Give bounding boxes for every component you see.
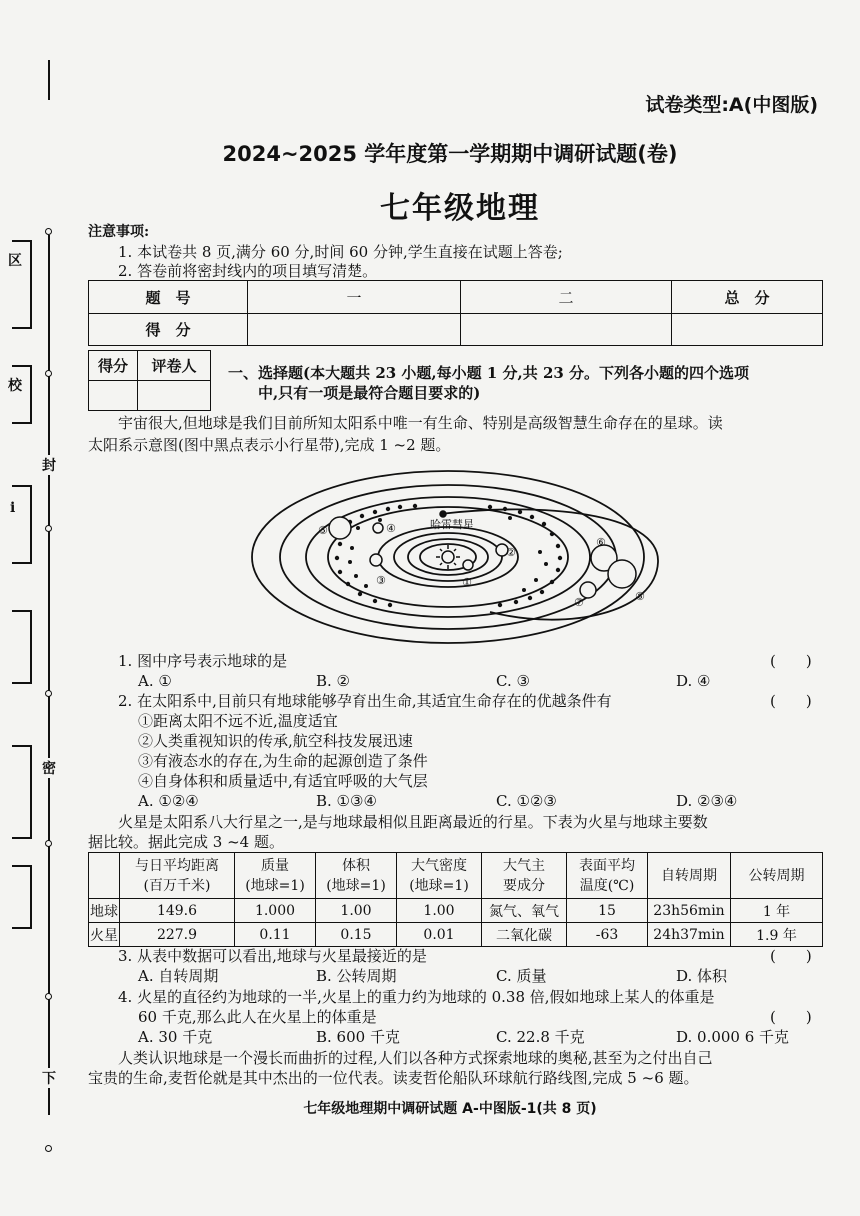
intro-text: 宝贵的生命,麦哲伦就是其中杰出的一位代表。读麦哲伦船队环球航行路线图,完成 5 ~6 题。	[88, 1069, 699, 1087]
grader-box	[88, 350, 211, 411]
score-cell[interactable]	[248, 314, 461, 346]
option[interactable]: C. 质量	[496, 967, 547, 985]
page-footer: 七年级地理期中调研试题 A-中图版-1(共 8 页)	[303, 1101, 597, 1117]
main-title: 2024~2025 学年度第一学期期中调研试题(卷)	[222, 142, 678, 166]
planet-label: ④	[386, 522, 396, 535]
paper-type: 试卷类型:A(中图版)	[645, 94, 818, 116]
seal-label: 区	[8, 253, 22, 269]
section-heading: 一、选择题(本大题共 23 小题,每小题 1 分,共 23 分。下列各小题的四个选项	[228, 364, 750, 382]
option[interactable]: A. ①②④	[138, 792, 199, 810]
table-header: 表面平均 温度(℃)	[567, 853, 648, 899]
seal-field-box	[12, 865, 32, 929]
intro-text: 火星是太阳系八大行星之一,是与地球最相似且距离最近的行星。下表为火星与地球主要数	[118, 813, 708, 831]
grader-score-cell[interactable]	[89, 381, 138, 411]
table-cell: 23h56min	[648, 899, 731, 923]
seal-label: 下	[42, 1068, 56, 1088]
seal-label: i	[10, 500, 16, 516]
grader-label: 评卷人	[138, 351, 211, 381]
solar-system-diagram	[240, 462, 670, 652]
section-heading: 中,只有一项是最符合题目要求的)	[258, 384, 481, 402]
option[interactable]: A. 自转周期	[138, 967, 219, 985]
score-table-header: 题 号	[89, 281, 248, 314]
table-header: 与日平均距离 (百万千米)	[120, 853, 235, 899]
question-stem: 3. 从表中数据可以看出,地球与火星最接近的是	[118, 947, 427, 965]
binding-hole	[45, 690, 52, 697]
planet	[608, 560, 636, 588]
option[interactable]: C. ①②③	[496, 792, 557, 810]
table-cell: -63	[567, 923, 648, 947]
planet-label: ②	[506, 546, 516, 559]
question-stem: 4. 火星的直径约为地球的一半,火星上的重力约为地球的 0.38 倍,假如地球上某人的体重是	[118, 988, 715, 1006]
table-cell: 1.000	[235, 899, 316, 923]
question-stem: 2. 在太阳系中,目前只有地球能够孕育出生命,其适宜生命存在的优越条件有	[118, 692, 612, 710]
table-corner	[89, 853, 120, 899]
binding-hole	[45, 1145, 52, 1152]
table-cell: 氮气、氧气	[482, 899, 567, 923]
comet-label: 哈雷彗星	[430, 518, 474, 531]
table-cell: 0.11	[235, 923, 316, 947]
subject-title: 七年级地理	[380, 191, 540, 226]
question-stem: 1. 图中序号表示地球的是	[118, 652, 288, 670]
seal-field-box	[12, 610, 32, 684]
planet-label: ⑧	[635, 590, 645, 603]
binding-hole	[45, 993, 52, 1000]
score-row-label: 得 分	[89, 314, 248, 346]
option[interactable]: D. ②③④	[676, 792, 738, 810]
planet-label: ⑥	[596, 536, 606, 549]
option[interactable]: B. 600 千克	[316, 1028, 400, 1046]
seal-field-box	[12, 745, 32, 839]
option[interactable]: A. 30 千克	[138, 1028, 213, 1046]
answer-bracket[interactable]: ( )	[770, 652, 812, 670]
table-header: 体积 (地球=1)	[316, 853, 397, 899]
comet	[440, 511, 446, 517]
planet-label: ①	[462, 576, 472, 589]
planet	[370, 554, 382, 566]
table-header: 自转周期	[648, 853, 731, 899]
table-cell: 24h37min	[648, 923, 731, 947]
table-row	[89, 923, 823, 947]
row-name: 地球	[89, 899, 120, 923]
intro-text: 据比较。据此完成 3 ~4 题。	[88, 833, 284, 851]
table-header: 公转周期	[731, 853, 823, 899]
table-cell: 1 年	[731, 899, 823, 923]
table-header: 大气主 要成分	[482, 853, 567, 899]
planet	[373, 523, 383, 533]
notice-heading: 注意事项:	[88, 224, 150, 240]
statement: ③有液态水的存在,为生命的起源创造了条件	[138, 752, 428, 770]
sun-icon	[436, 545, 460, 569]
mars-earth-table	[88, 852, 823, 947]
grader-score-label: 得分	[89, 351, 138, 381]
statement: ④自身体积和质量适中,有适宜呼吸的大气层	[138, 772, 428, 790]
binding-hole	[45, 228, 52, 235]
answer-bracket[interactable]: ( )	[770, 947, 812, 965]
table-header: 质量 (地球=1)	[235, 853, 316, 899]
table-cell: 15	[567, 899, 648, 923]
planet	[329, 517, 351, 539]
binding-hole	[45, 370, 52, 377]
table-header: 大气密度 (地球=1)	[397, 853, 482, 899]
notice-item: 1. 本试卷共 8 页,满分 60 分,时间 60 分钟,学生直接在试题上答卷;	[118, 243, 563, 261]
margin-line	[48, 60, 50, 100]
intro-text: 宇宙很大,但地球是我们目前所知太阳系中唯一有生命、特别是高级智慧生命存在的星球。读	[118, 414, 723, 432]
question-stem: 60 千克,那么此人在火星上的体重是	[138, 1008, 377, 1026]
statement: ②人类重视知识的传承,航空科技发展迅速	[138, 732, 413, 750]
table-row	[89, 899, 823, 923]
table-cell: 1.00	[316, 899, 397, 923]
seal-field-box	[12, 485, 32, 564]
score-table-header: 总 分	[672, 281, 823, 314]
notice-item: 2. 答卷前将密封线内的项目填写清楚。	[118, 262, 378, 280]
binding-line	[48, 235, 50, 1115]
answer-bracket[interactable]: ( )	[770, 1008, 812, 1026]
score-table-header: 二	[461, 281, 672, 314]
intro-text: 太阳系示意图(图中黑点表示小行星带),完成 1 ~2 题。	[88, 436, 451, 454]
option[interactable]: D. 0.000 6 千克	[676, 1028, 790, 1046]
planet-label: ⑤	[318, 524, 328, 537]
table-cell: 1.9 年	[731, 923, 823, 947]
option[interactable]: B. ①③④	[316, 792, 377, 810]
score-cell[interactable]	[672, 314, 823, 346]
planet-label: ⑦	[574, 596, 584, 609]
option[interactable]: C. 22.8 千克	[496, 1028, 585, 1046]
binding-hole	[45, 525, 52, 532]
score-table-header: 一	[248, 281, 461, 314]
seal-label: 校	[8, 378, 22, 394]
table-cell: 0.15	[316, 923, 397, 947]
answer-bracket[interactable]: ( )	[770, 692, 812, 710]
statement: ①距离太阳不远不近,温度适宜	[138, 712, 338, 730]
table-cell: 227.9	[120, 923, 235, 947]
score-table	[88, 280, 823, 346]
option[interactable]: A. ①	[138, 672, 172, 690]
option[interactable]: B. ②	[316, 672, 351, 690]
option[interactable]: D. ④	[676, 672, 711, 690]
option[interactable]: B. 公转周期	[316, 967, 397, 985]
row-name: 火星	[89, 923, 120, 947]
seal-label: 密	[42, 758, 56, 778]
option[interactable]: C. ③	[496, 672, 530, 690]
binding-hole	[45, 840, 52, 847]
table-cell: 1.00	[397, 899, 482, 923]
grader-name-cell[interactable]	[138, 381, 211, 411]
table-cell: 149.6	[120, 899, 235, 923]
table-cell: 二氧化碳	[482, 923, 567, 947]
planet-label: ③	[376, 574, 386, 587]
table-cell: 0.01	[397, 923, 482, 947]
intro-text: 人类认识地球是一个漫长而曲折的过程,人们以各种方式探索地球的奥秘,甚至为之付出自己	[118, 1049, 713, 1067]
planet	[463, 560, 473, 570]
score-cell[interactable]	[461, 314, 672, 346]
option[interactable]: D. 体积	[676, 967, 728, 985]
seal-label: 封	[42, 455, 56, 475]
